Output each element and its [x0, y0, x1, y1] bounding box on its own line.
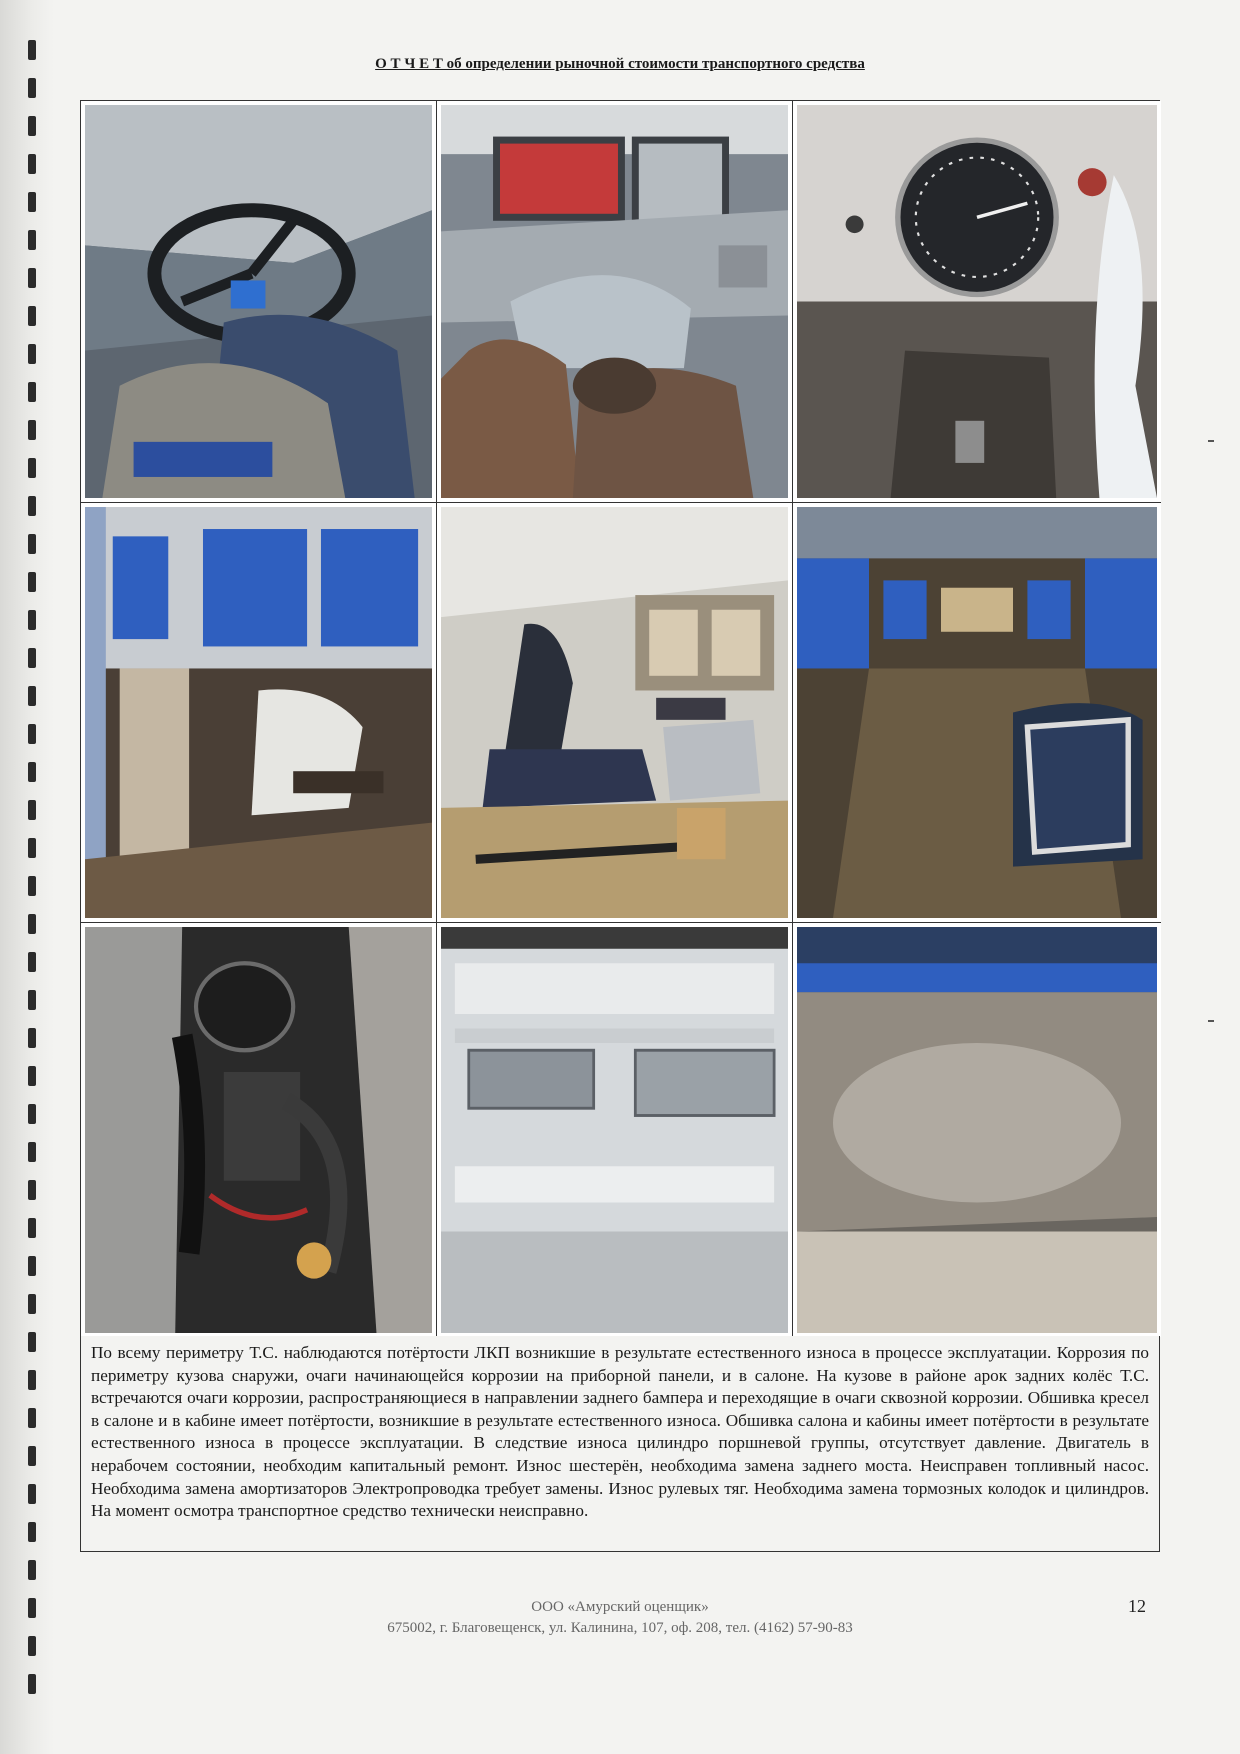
binding-hole — [28, 116, 36, 136]
binding-hole — [28, 154, 36, 174]
photo-cell — [437, 101, 793, 503]
binding-hole — [28, 1218, 36, 1238]
binding-hole — [28, 1408, 36, 1428]
binding-hole — [28, 838, 36, 858]
photo-cell — [793, 923, 1161, 1337]
binding-hole — [28, 1598, 36, 1618]
binding-hole — [28, 724, 36, 744]
binding-hole — [28, 40, 36, 60]
margin-mark — [1208, 440, 1214, 442]
binding-hole — [28, 1484, 36, 1504]
photo-cell — [81, 503, 437, 923]
binding-hole — [28, 1294, 36, 1314]
binding-hole — [28, 1370, 36, 1390]
binding-hole — [28, 762, 36, 782]
page-number: 12 — [1128, 1596, 1146, 1616]
photo-salon-seat — [441, 507, 788, 918]
photo-cell — [793, 503, 1161, 923]
binding-hole — [28, 990, 36, 1010]
binding-edge — [0, 0, 54, 1754]
photo-steering-wheel — [85, 105, 432, 498]
binding-hole — [28, 876, 36, 896]
binding-hole — [28, 1066, 36, 1086]
photo-grid — [80, 100, 1160, 1336]
binding-hole — [28, 230, 36, 250]
binding-hole — [28, 1256, 36, 1276]
binding-hole — [28, 1560, 36, 1580]
binding-hole — [28, 952, 36, 972]
photo-cell — [437, 503, 793, 923]
binding-hole — [28, 458, 36, 478]
binding-hole — [28, 344, 36, 364]
binding-hole — [28, 1332, 36, 1352]
photo-salon-rear-view — [797, 507, 1157, 918]
binding-hole — [28, 648, 36, 668]
photo-speedometer — [797, 105, 1157, 498]
binding-hole — [28, 800, 36, 820]
photo-salon-windows — [85, 507, 432, 918]
binding-hole — [28, 1446, 36, 1466]
photo-cell — [793, 101, 1161, 503]
binding-hole — [28, 610, 36, 630]
photo-body-vin — [797, 927, 1157, 1333]
binding-hole — [28, 268, 36, 288]
binding-hole — [28, 1674, 36, 1694]
binding-hole — [28, 420, 36, 440]
binding-hole — [28, 192, 36, 212]
page-title: О Т Ч Е Т об определении рыночной стоимости транспортного средства — [375, 56, 865, 72]
photo-cell — [437, 923, 793, 1337]
binding-hole — [28, 534, 36, 554]
footer-company: ООО «Амурский оценщик» — [531, 1599, 709, 1615]
binding-hole — [28, 1636, 36, 1656]
binding-hole — [28, 78, 36, 98]
binding-hole — [28, 1142, 36, 1162]
photo-engine — [85, 927, 432, 1333]
photo-cell — [81, 101, 437, 503]
binding-hole — [28, 1180, 36, 1200]
photo-cell — [81, 923, 437, 1337]
binding-hole — [28, 914, 36, 934]
footer — [60, 1597, 1180, 1639]
photo-vin-plates — [441, 927, 788, 1333]
binding-hole — [28, 496, 36, 516]
binding-hole — [28, 382, 36, 402]
binding-hole — [28, 1522, 36, 1542]
photo-cabin-interior — [441, 105, 788, 498]
binding-hole — [28, 1104, 36, 1124]
binding-hole — [28, 686, 36, 706]
footer-address: 675002, г. Благовещенск, ул. Калинина, 107, оф. 208, тел. (4162) 57-90-83 — [387, 1620, 853, 1636]
binding-hole — [28, 1028, 36, 1048]
binding-hole — [28, 306, 36, 326]
condition-description: По всему периметру Т.С. наблюдаются потёртости ЛКП возникшие в результате естественного износа в процессе эксплуатации. Коррозия по периметру кузова снаружи, очаги начинающейся коррозии на приборной панели, и в салоне. На кузове в районе арок задних колёс Т.С. встречаются очаги коррозии, распространяющиеся в направлении заднего бампера и переходящие в очаги сквозной коррозии. Обшивка кресел в салоне и в кабине имеет потёртости, возникшие в результате естественного износа. Обшивка салона и кабины имеет потёртости в результате естественного износа в процессе эксплуатации. В следствие износа цилиндро поршневой группы, отсутствует давление. Двигатель в нерабочем состоянии, необходим капитальный ремонт. Износ шестерён, необходима замена заднего моста. Неисправен топливный насос. Необходима замена амортизаторов Электропроводка требует замены. Износ рулевых тяг. Необходима замена тормозных колодок и цилиндров. На момент осмотра транспортное средство технически неисправно. — [80, 1336, 1160, 1552]
margin-mark — [1208, 1020, 1214, 1022]
binding-hole — [28, 572, 36, 592]
